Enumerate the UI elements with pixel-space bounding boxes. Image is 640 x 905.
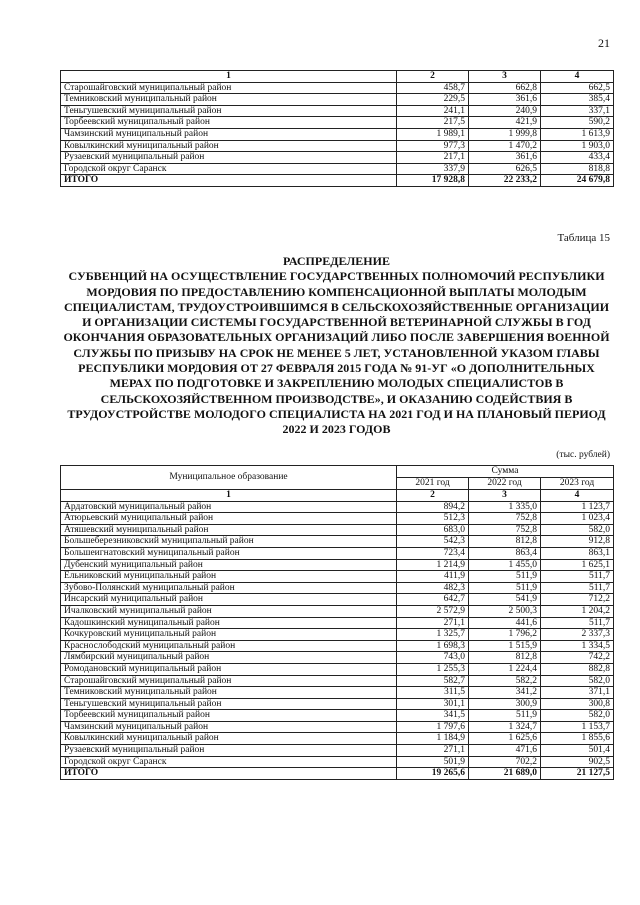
col-header-municipality: Муниципальное образование (61, 466, 397, 490)
total-row (61, 175, 614, 187)
cell-value: 812,8 (469, 652, 541, 664)
cell-value: 582,7 (397, 675, 469, 687)
cell-value: 300,9 (469, 698, 541, 710)
cell-value: 1 797,6 (397, 721, 469, 733)
cell-name: Торбеевский муниципальный район (61, 117, 397, 129)
cell-value: 24 679,8 (541, 175, 614, 187)
cell-value: 1 796,2 (469, 629, 541, 641)
cell-value: 361,6 (469, 152, 541, 164)
cell-value: 882,8 (541, 663, 614, 675)
table-row (61, 94, 614, 106)
cell-value: 542,3 (397, 536, 469, 548)
cell-value: 511,9 (469, 710, 541, 722)
table-row (61, 652, 614, 664)
col-header-year-2021: 2021 год (397, 478, 469, 490)
cell-name: Лямбирский муниципальный район (61, 652, 397, 664)
cell-value: 1 455,0 (469, 559, 541, 571)
cell-value: 2 (397, 71, 469, 83)
cell-name: Инсарский муниципальный район (61, 594, 397, 606)
cell-value: 411,9 (397, 571, 469, 583)
table-row (61, 128, 614, 140)
cell-name: Краснослободский муниципальный район (61, 640, 397, 652)
table-row (61, 501, 614, 513)
cell-name: Городской округ Саранск (61, 163, 397, 175)
cell-value: 458,7 (397, 82, 469, 94)
cell-name: ИТОГО (61, 768, 397, 780)
cell-value: 1 999,8 (469, 128, 541, 140)
table-row (61, 721, 614, 733)
cell-value: 22 233,2 (469, 175, 541, 187)
cell-name: Большеберезниковский муниципальный район (61, 536, 397, 548)
cell-value: 441,6 (469, 617, 541, 629)
cell-value: 512,3 (397, 513, 469, 525)
cell-value: 902,5 (541, 756, 614, 768)
cell-value: 301,1 (397, 698, 469, 710)
cell-value: 4 (541, 490, 614, 502)
cell-value: 17 928,8 (397, 175, 469, 187)
cell-value: 371,1 (541, 687, 614, 699)
cell-value: 863,1 (541, 547, 614, 559)
cell-value: 501,4 (541, 745, 614, 757)
cell-value: 742,2 (541, 652, 614, 664)
cell-value: 662,5 (541, 82, 614, 94)
cell-value: 752,8 (469, 524, 541, 536)
cell-value: 271,1 (397, 617, 469, 629)
table-row (61, 105, 614, 117)
cell-name: 1 (61, 490, 397, 502)
cell-value: 1 855,6 (541, 733, 614, 745)
cell-value: 240,9 (469, 105, 541, 117)
cell-value: 1 023,4 (541, 513, 614, 525)
cell-name: Большеигнатовский муниципальный район (61, 547, 397, 559)
cell-name: Кадошкинский муниципальный район (61, 617, 397, 629)
cell-name: Рузаевский муниципальный район (61, 152, 397, 164)
cell-name: Ардатовский муниципальный район (61, 501, 397, 513)
cell-value: 217,1 (397, 152, 469, 164)
cell-value: 2 337,3 (541, 629, 614, 641)
cell-name: Теньгушевский муниципальный район (61, 105, 397, 117)
cell-value: 683,0 (397, 524, 469, 536)
cell-value: 482,3 (397, 582, 469, 594)
table-row (61, 163, 614, 175)
cell-name: Ромодановский муниципальный район (61, 663, 397, 675)
cell-value: 3 (469, 490, 541, 502)
table-subvention-distribution (60, 465, 614, 780)
cell-name: Ельниковский муниципальный район (61, 571, 397, 583)
cell-value: 341,5 (397, 710, 469, 722)
cell-value: 471,6 (469, 745, 541, 757)
cell-value: 217,5 (397, 117, 469, 129)
cell-value: 541,9 (469, 594, 541, 606)
cell-name: Атюрьевский муниципальный район (61, 513, 397, 525)
cell-value: 511,7 (541, 582, 614, 594)
cell-value: 2 (397, 490, 469, 502)
cell-value: 433,4 (541, 152, 614, 164)
cell-name: Темниковский муниципальный район (61, 687, 397, 699)
cell-name: Рузаевский муниципальный район (61, 745, 397, 757)
total-row (61, 768, 614, 780)
table-row (61, 582, 614, 594)
table-row (61, 756, 614, 768)
cell-value: 894,2 (397, 501, 469, 513)
cell-value: 271,1 (397, 745, 469, 757)
table-row (61, 745, 614, 757)
cell-value: 311,5 (397, 687, 469, 699)
cell-name: ИТОГО (61, 175, 397, 187)
cell-value: 3 (469, 71, 541, 83)
cell-value: 1 989,1 (397, 128, 469, 140)
cell-value: 1 324,7 (469, 721, 541, 733)
cell-value: 21 689,0 (469, 768, 541, 780)
cell-value: 341,2 (469, 687, 541, 699)
cell-value: 2 572,9 (397, 605, 469, 617)
title-body: СУБВЕНЦИЙ НА ОСУЩЕСТВЛЕНИЕ ГОСУДАРСТВЕННЫХ ПОЛНОМОЧИЙ РЕСПУБЛИКИ МОРДОВИЯ ПО ПРЕДОСТАВЛЕНИЮ КОМПЕНСАЦИОННОЙ ВЫПЛАТЫ МОЛОДЫМ СПЕЦИАЛИСТАМ, ТРУДОУСТРОИВШИМСЯ В СЕЛЬСКОХОЗЯЙСТВЕННЫЕ ОРГАНИЗАЦИИ И ОРГАНИЗАЦИИ СИСТЕМЫ ГОСУДАРСТВЕННОЙ ВЕТЕРИНАРНОЙ СЛУЖБЫ В ГОД ОКОНЧАНИЯ ОБРАЗОВАТЕЛЬНЫХ ОРГАНИЗАЦИЙ ЛИБО ПОСЛЕ ЗАВЕРШЕНИЯ ВОЕННОЙ СЛУЖБЫ ПО ПРИЗЫВУ НА СРОК НЕ МЕНЕЕ 5 ЛЕТ, УСТАНОВЛЕННОЙ УКАЗОМ ГЛАВЫ РЕСПУБЛИКИ МОРДОВИЯ ОТ 27 ФЕВРАЛЯ 2015 ГОДА № 91-УГ «О ДОПОЛНИТЕЛЬНЫХ МЕРАХ ПО ПОДГОТОВКЕ И ЗАКРЕПЛЕНИЮ МОЛОДЫХ СПЕЦИАЛИСТОВ В СЕЛЬСКОХОЗЯЙСТВЕННОМ ПРОИЗВОДСТВЕ», И ОКАЗАНИЮ СОДЕЙСТВИЯ В ТРУДОУСТРОЙСТВЕ МОЛОДОГО СПЕЦИАЛИСТА НА 2021 ГОД И НА ПЛАНОВЫЙ ПЕРИОД 2022 И 2023 ГОДОВ (63, 269, 610, 437)
cell-value: 702,2 (469, 756, 541, 768)
cell-value: 1 698,3 (397, 640, 469, 652)
header-row (61, 71, 614, 83)
cell-value: 582,0 (541, 524, 614, 536)
cell-value: 1 335,0 (469, 501, 541, 513)
table-label: Таблица 15 (557, 232, 610, 244)
cell-name: Темниковский муниципальный район (61, 94, 397, 106)
table-row (61, 524, 614, 536)
col-header-year-2022: 2022 год (469, 478, 541, 490)
cell-name: Чамзинский муниципальный район (61, 721, 397, 733)
cell-value: 337,1 (541, 105, 614, 117)
table-row (61, 547, 614, 559)
cell-value: 1 184,9 (397, 733, 469, 745)
table-row (61, 687, 614, 699)
cell-name: Торбеевский муниципальный район (61, 710, 397, 722)
cell-value: 337,9 (397, 163, 469, 175)
cell-value: 1 123,7 (541, 501, 614, 513)
cell-value: 1 625,6 (469, 733, 541, 745)
table-row (61, 733, 614, 745)
cell-name: Кочкуровский муниципальный район (61, 629, 397, 641)
cell-value: 1 325,7 (397, 629, 469, 641)
cell-value: 582,2 (469, 675, 541, 687)
table-title (60, 254, 613, 438)
cell-value: 590,2 (541, 117, 614, 129)
cell-value: 4 (541, 71, 614, 83)
cell-name: Чамзинский муниципальный район (61, 128, 397, 140)
cell-value: 642,7 (397, 594, 469, 606)
cell-value: 743,0 (397, 652, 469, 664)
table-row (61, 640, 614, 652)
col-header-year-2023: 2023 год (541, 478, 614, 490)
cell-name: 1 (61, 71, 397, 83)
cell-name: Старошайговский муниципальный район (61, 82, 397, 94)
cell-value: 501,9 (397, 756, 469, 768)
table-row (61, 513, 614, 525)
cell-value: 511,9 (469, 571, 541, 583)
table-row (61, 536, 614, 548)
cell-value: 1 625,1 (541, 559, 614, 571)
cell-value: 21 127,5 (541, 768, 614, 780)
cell-value: 1 224,4 (469, 663, 541, 675)
cell-value: 300,8 (541, 698, 614, 710)
units-label: (тыс. рублей) (556, 450, 610, 460)
table-row (61, 710, 614, 722)
cell-value: 912,8 (541, 536, 614, 548)
cell-value: 1 515,9 (469, 640, 541, 652)
cell-value: 712,2 (541, 594, 614, 606)
cell-value: 1 613,9 (541, 128, 614, 140)
cell-value: 723,4 (397, 547, 469, 559)
cell-value: 1 153,7 (541, 721, 614, 733)
table-row (61, 617, 614, 629)
cell-value: 385,4 (541, 94, 614, 106)
cell-value: 752,8 (469, 513, 541, 525)
cell-name: Ковылкинский муниципальный район (61, 733, 397, 745)
table-row (61, 559, 614, 571)
cell-value: 361,6 (469, 94, 541, 106)
cell-name: Зубово-Полянский муниципальный район (61, 582, 397, 594)
cell-name: Городской округ Саранск (61, 756, 397, 768)
cell-value: 662,8 (469, 82, 541, 94)
cell-name: Атяшевский муниципальный район (61, 524, 397, 536)
cell-name: Ковылкинский муниципальный район (61, 140, 397, 152)
cell-value: 1 204,2 (541, 605, 614, 617)
cell-value: 1 470,2 (469, 140, 541, 152)
table-row (61, 571, 614, 583)
cell-value: 229,5 (397, 94, 469, 106)
cell-value: 241,1 (397, 105, 469, 117)
cell-value: 1 255,3 (397, 663, 469, 675)
cell-name: Старошайговский муниципальный район (61, 675, 397, 687)
cell-value: 511,7 (541, 617, 614, 629)
cell-name: Дубенский муниципальный район (61, 559, 397, 571)
cell-value: 421,9 (469, 117, 541, 129)
cell-value: 582,0 (541, 675, 614, 687)
cell-value: 863,4 (469, 547, 541, 559)
table-row (61, 152, 614, 164)
table-row (61, 140, 614, 152)
table-row (61, 117, 614, 129)
cell-value: 818,8 (541, 163, 614, 175)
cell-value: 511,7 (541, 571, 614, 583)
cell-value: 582,0 (541, 710, 614, 722)
table-row (61, 82, 614, 94)
table-previous-distribution (60, 70, 614, 187)
header-row (61, 490, 614, 502)
table-row (61, 675, 614, 687)
cell-value: 1 214,9 (397, 559, 469, 571)
col-header-sum: Сумма (397, 466, 614, 478)
cell-name: Ичалковский муниципальный район (61, 605, 397, 617)
cell-name: Теньгушевский муниципальный район (61, 698, 397, 710)
cell-value: 812,8 (469, 536, 541, 548)
page-number: 21 (598, 36, 610, 50)
table-row (61, 594, 614, 606)
table-row (61, 663, 614, 675)
cell-value: 1 334,5 (541, 640, 614, 652)
cell-value: 626,5 (469, 163, 541, 175)
cell-value: 19 265,6 (397, 768, 469, 780)
cell-value: 977,3 (397, 140, 469, 152)
title-line-1: РАСПРЕДЕЛЕНИЕ (283, 254, 390, 268)
table-row (61, 629, 614, 641)
cell-value: 511,9 (469, 582, 541, 594)
cell-value: 2 500,3 (469, 605, 541, 617)
table-row (61, 605, 614, 617)
cell-value: 1 903,0 (541, 140, 614, 152)
table-row (61, 698, 614, 710)
